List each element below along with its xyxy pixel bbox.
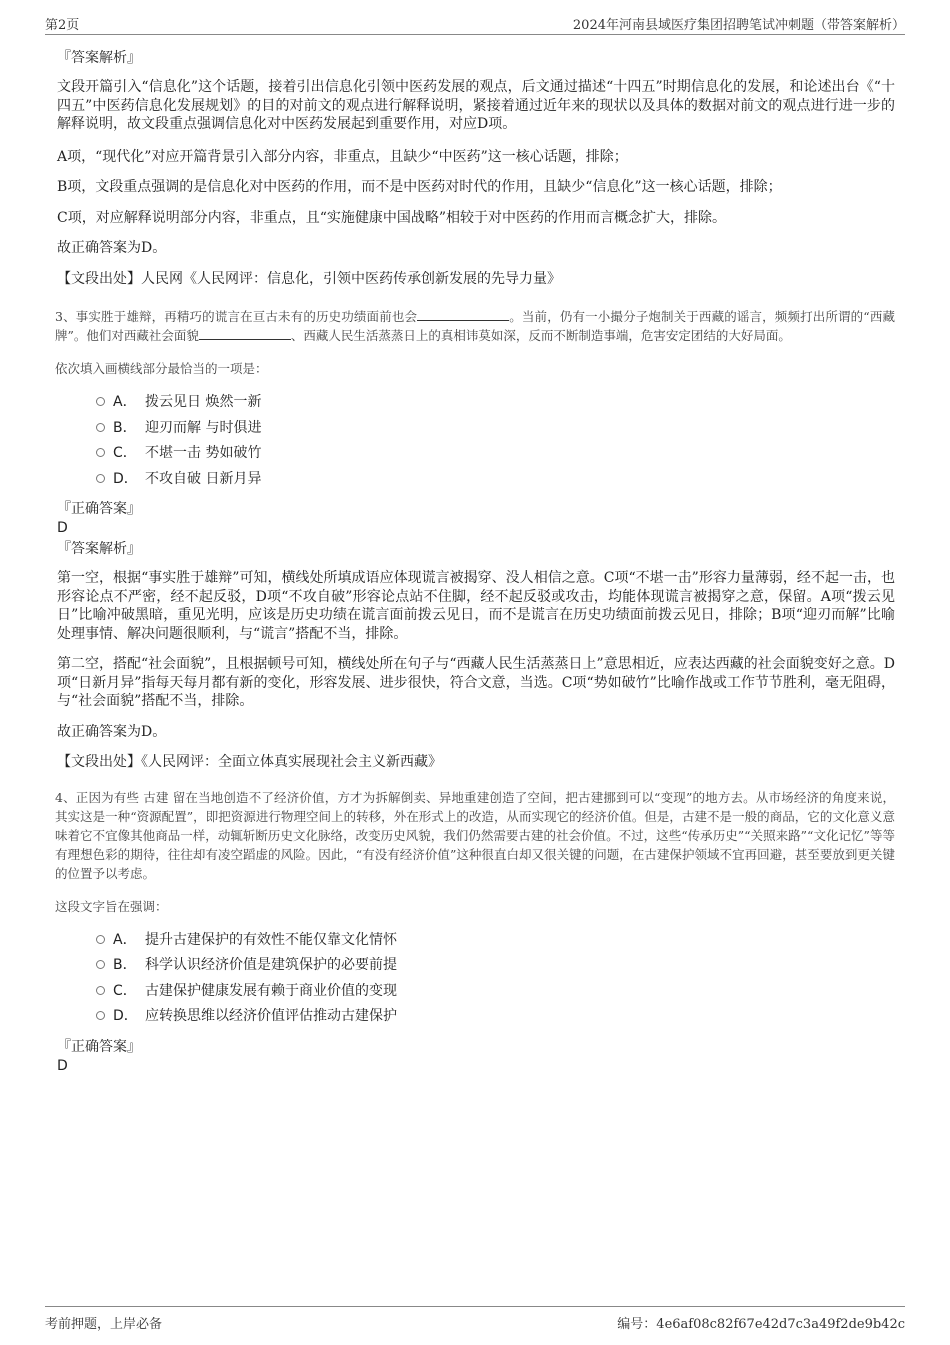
analysis-paragraph: B项，文段重点强调的是信息化对中医药的作用，而不是中医药对时代的作用，且缺少“信息化”这一核心话题，排除； [57,179,782,195]
correct-answer-label: 『正确答案』 [57,1038,141,1055]
analysis-label: 『答案解析』 [57,50,141,66]
source-citation: 【文段出处】《人民网评：全面立体真实展现社会主义新西藏》 [57,754,442,770]
question-4-prompt: 这段文字旨在强调： [55,898,168,914]
question-4-options [55,929,895,1031]
fill-blank [417,308,509,321]
radio-button[interactable] [96,935,105,944]
footer-slogan: 考前押题，上岸必备 [45,1317,163,1332]
answer-conclusion: 故正确答案为D。 [57,723,167,740]
document-title: 2024年河南县域医疗集团招聘笔试冲刺题（带答案解析） [572,18,905,33]
analysis-paragraph: A项，“现代化”对应开篇背景引入部分内容，非重点，且缺少“中医药”这一核心话题，排除； [57,148,628,165]
option-d[interactable]: D． 应转换思维以经济价值评估推动古建保护 [55,1005,895,1031]
correct-answer-label: 『正确答案』 [57,501,141,517]
radio-button[interactable] [96,448,105,457]
radio-button[interactable] [96,423,105,432]
radio-button[interactable] [96,1011,105,1020]
option-a[interactable]: A． 提升古建保护的有效性不能仅靠文化情怀 [55,929,895,955]
option-c[interactable]: C． 不堪一击 势如破竹 [55,442,895,468]
source-citation: 【文段出处】人民网《人民网评：信息化，引领中医药传承创新发展的先导力量》 [57,270,561,287]
analysis-paragraph: C项，对应解释说明部分内容，非重点，且“实施健康中国战略”相较于对中医药的作用而言概念扩大，排除。 [57,209,727,226]
radio-button[interactable] [96,397,105,406]
analysis-paragraph: 第一空，根据“事实胜于雄辩”可知，横线处所填成语应体现谎言被揭穿、没人相信之意。C项“不堪一击”形容力量薄弱，经不起一击，也形容论点不严密，经不起反驳，D项“不攻自破”形容论点站不住脚，经不起反驳或攻击，均能体现谎言被揭穿之意，保留。A项“拨云见日”比喻冲破黑暗，重见光明，应该是历史功绩在谎言面前拨云见日，而不是谎言在历史功绩面前拨云见日，排除；B项“迎刃而解”比喻处理事情、解决问题很顺利，与“谎言”搭配不当，排除。 [57,570,895,642]
correct-answer: D [57,520,68,536]
fill-blank [199,327,291,340]
page-content [55,48,895,1075]
page-header [45,14,905,35]
analysis-label: 『答案解析』 [57,541,141,557]
option-c[interactable]: C． 古建保护健康发展有赖于商业价值的变现 [55,980,895,1006]
option-b[interactable]: B． 迎刃而解 与时俱进 [55,417,895,443]
radio-button[interactable] [96,986,105,995]
option-d[interactable]: D． 不攻自破 日新月异 [55,468,895,494]
analysis-paragraph: 第二空，搭配“社会面貌”，且根据顿号可知，横线处所在句子与“西藏人民生活蒸蒸日上”意思相近，应表达西藏的社会面貌变好之意。D项“日新月异”指每天每月都有新的变化，形容发展、进步很快，符合文意，当选。C项“势如破竹”比喻作战或工作节节胜利，毫无阻碍，与“社会面貌”搭配不当，排除。 [57,656,895,709]
document-id: 编号：4e6af08c82f67e42d7c3a49f2de9b42c [617,1317,905,1332]
radio-button[interactable] [96,960,105,969]
page-number: 第2页 [45,18,80,33]
option-b[interactable]: B． 科学认识经济价值是建筑保护的必要前提 [55,954,895,980]
radio-button[interactable] [96,474,105,483]
question-3-prompt: 依次填入画横线部分最恰当的一项是： [55,361,268,376]
page-footer [45,1306,905,1334]
question-3-text: 3、事实胜于雄辩，再精巧的谎言在亘古未有的历史功绩面前也会 。当前，仍有一小撮分子炮制关于西藏的谣言，频频打出所谓的“西藏牌”。他们对西藏社会面貌 、西藏人民生活蒸蒸日上的真相讳莫如深，反而不断制造事端，危害安定团结的大好局面。 [55,309,895,343]
answer-conclusion: 故正确答案为D。 [57,240,167,256]
analysis-paragraph: 文段开篇引入“信息化”这个话题，接着引出信息化引领中医药发展的观点，后文通过描述“十四五”时期信息化的发展，和论述出台《“十四五”中医药信息化发展规划》的目的对前文的观点进行解释说明，紧接着通过近年来的现状以及具体的数据对前文的观点进行进一步的解释说明，故文段重点强调信息化对中医药发展起到重要作用，对应D项。 [57,79,895,132]
question-4-text: 4、正因为有些 古建 留在当地创造不了经济价值，方才为拆解倒卖、异地重建创造了空间，把古建挪到可以“变现”的地方去。从市场经济的角度来说，其实这是一种“资源配置”，即把资源进行物理空间上的转移，外在形式上的改造，从而实现它的经济价值。但是，古建不是一般的商品，它的文化意义意味着它不宜像其他商品一样，动辄斩断历史文化脉络，改变历史风貌，我们仍然需要古建的社会价值。不过，这些“传承历史”“关照来路”“文化记忆”等等有理想色彩的期待，往往却有凌空蹈虚的风险。因此，“有没有经济价值”这种很直白却又很关键的问题，在古建保护领域不宜再回避，甚至要放到更关键的位置予以考虑。 [55,789,895,881]
correct-answer: D [57,1057,68,1074]
question-3-options [55,391,895,493]
option-a[interactable]: A． 拨云见日 焕然一新 [55,391,895,417]
